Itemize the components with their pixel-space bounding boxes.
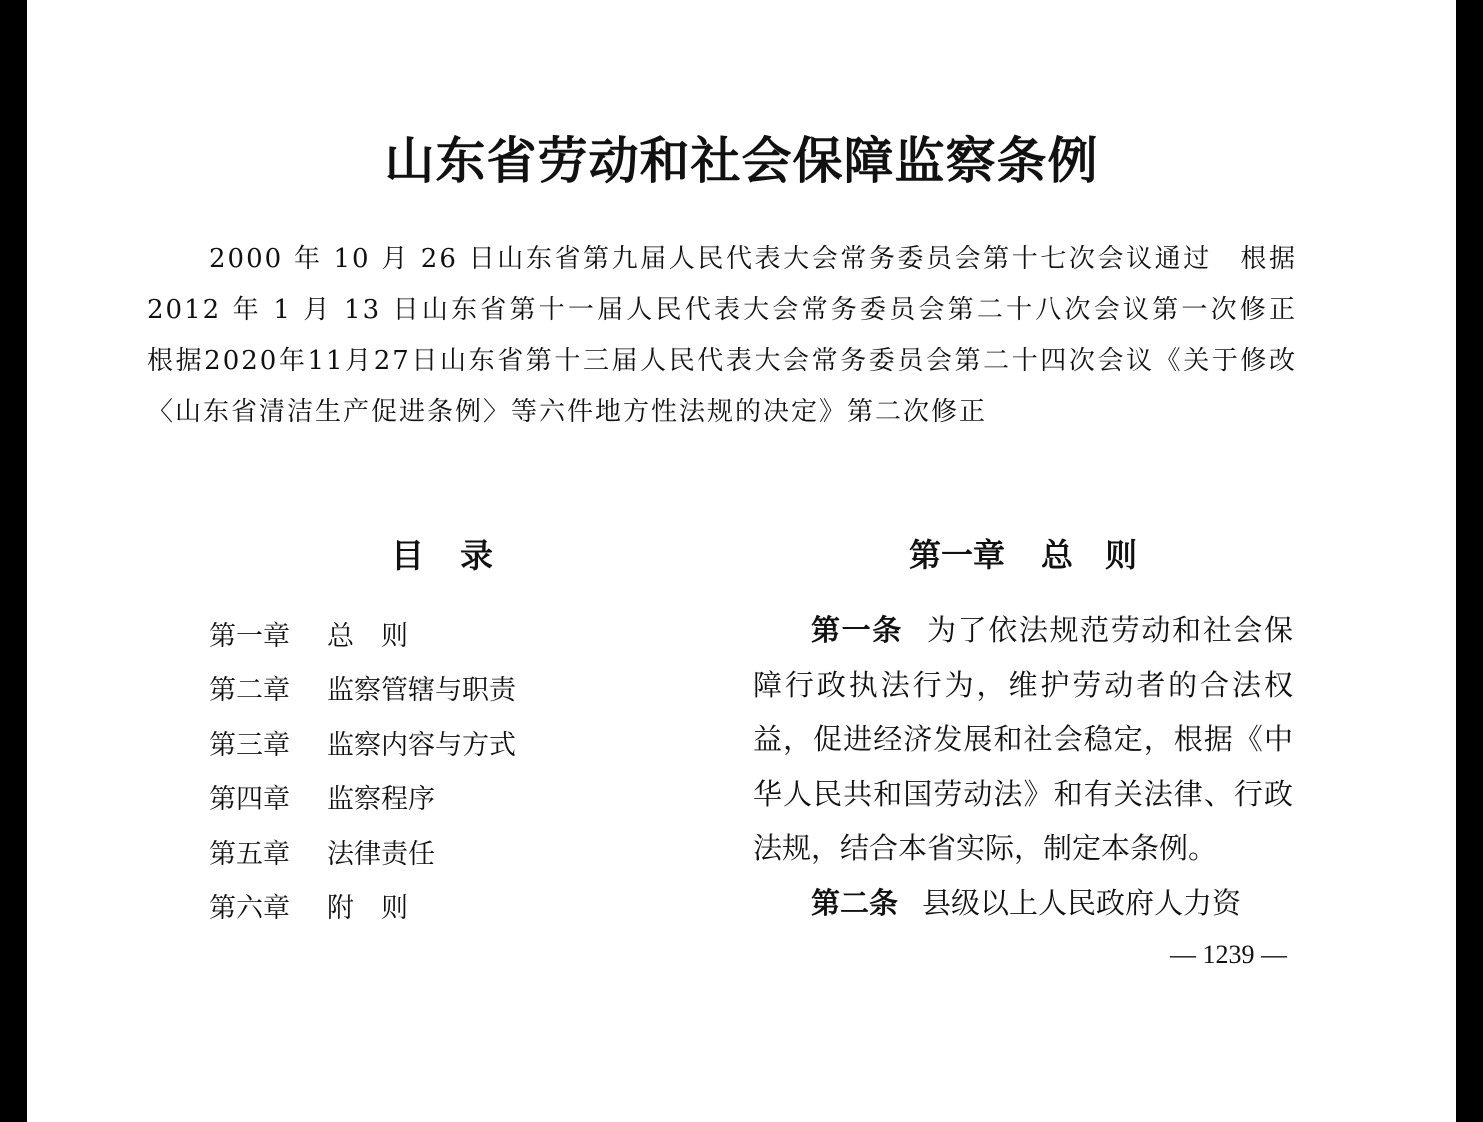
legislative-history: 2000 年 10 月 26 日山东省第九届人民代表大会常务委员会第十七次会议通过 根据 2012 年 1 月 13 日山东省第十一届人民代表大会常务委员会第二十八次会议第一次修正 根据2020年11月27日山东省第十三届人民代表大会常务委员会第二十四次会议《关于修改〈山东省清洁生产促进条例〉等六件地方性法规的决定》第二次修正 [147,244,1326,427]
toc-item [209,824,649,879]
chapter-number: 第一章 [908,536,1005,574]
article [753,603,1293,876]
table-of-contents [209,606,649,933]
page-number: — 1239 — [1170,940,1287,969]
chapter-title: 总 则 [1041,536,1138,574]
toc-item [209,661,649,716]
toc-item-title: 监察管辖与职责 [327,675,516,707]
article-label: 第一条 [811,613,903,647]
toc-item-title: 监察程序 [327,784,435,816]
toc-item-number: 第二章 [209,675,290,707]
document-page [27,0,1456,1122]
toc-heading [217,530,667,577]
toc-item [209,770,649,825]
toc-heading-char-2: 录 [460,536,493,575]
toc-heading-char-1: 目 [391,536,424,575]
toc-item-title: 附 则 [327,893,408,925]
toc-item-number: 第四章 [209,784,290,816]
toc-item-title: 法律责任 [327,838,435,870]
toc-item-title: 监察内容与方式 [327,729,516,761]
chapter-body [753,603,1293,930]
toc-item [209,606,649,661]
toc-item-number: 第五章 [209,838,290,870]
toc-item-number: 第三章 [209,729,290,761]
article-label: 第二条 [811,885,899,920]
chapter-heading [753,530,1293,576]
toc-item-number: 第一章 [209,620,290,652]
toc-item [209,715,649,770]
article-text: 县级以上人民政府人力资 [922,885,1242,920]
toc-item [209,879,649,934]
toc-item-title: 总 则 [327,620,408,652]
toc-item-number: 第六章 [209,893,290,925]
article-text: 为了依法规范劳动和社会保障行政执法行为，维护劳动者的合法权益，促进经济发展和社会稳定，根据《中华人民共和国劳动法》和有关法律、行政法规，结合本省实际，制定本条例。 [753,613,1293,865]
document-title: 山东省劳动和社会保障监察条例 [384,131,1099,190]
article [753,876,1293,931]
